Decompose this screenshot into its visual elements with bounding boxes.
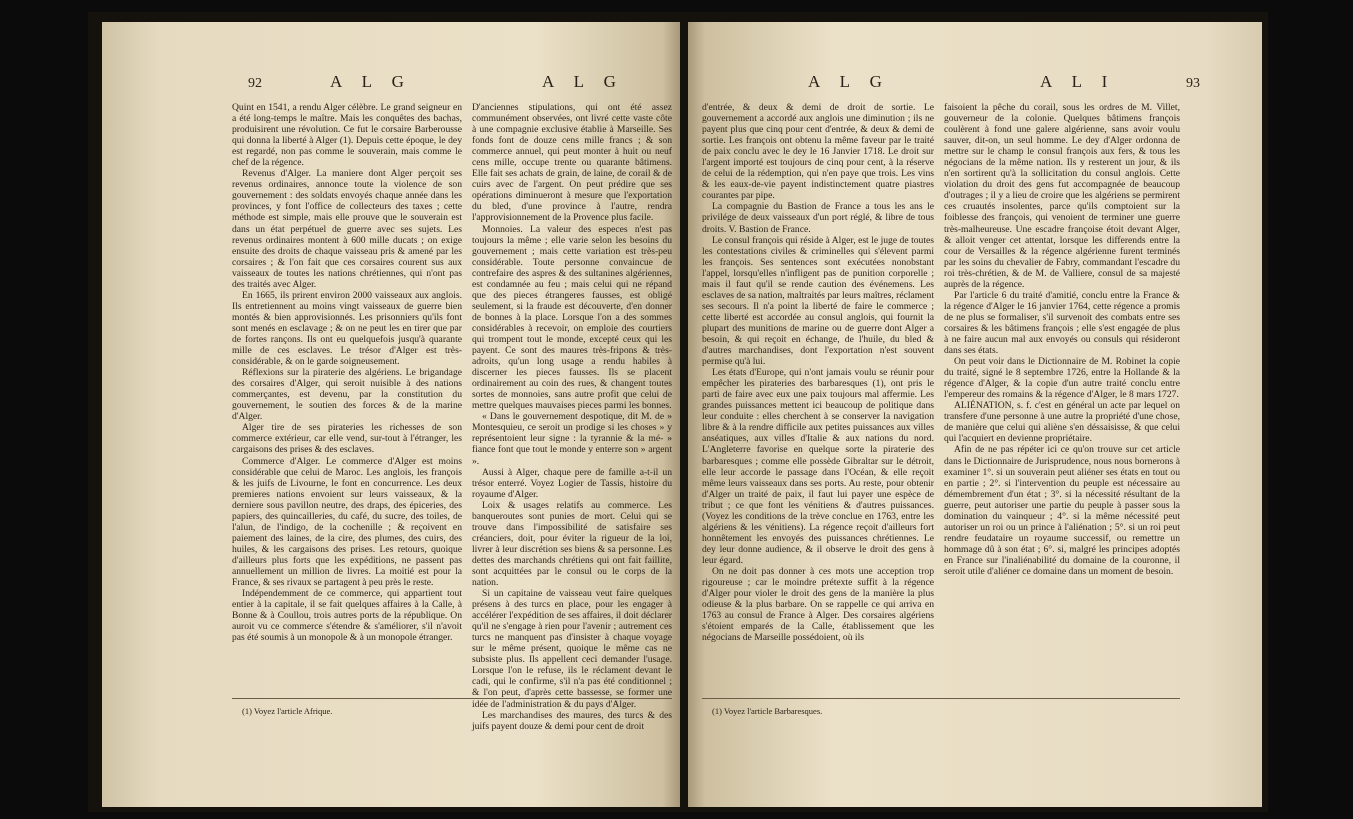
paragraph: Réflexions sur la piraterie des algériens. Le brigandage des corsaires d'Alger, qui seroit nuisible à des nations commerçantes, est devenu, par la constitution du gouvernement, le soutien des forces & de la marine d'Alger. xyxy=(232,367,462,423)
running-head-right-alg: A L G xyxy=(808,72,890,91)
paragraph: Monnoies. La valeur des especes n'est pas toujours la même ; elle varie selon les besoins du gouvernement ; mais cette variation est très-peu considérable. Toute personne convaincue de contrefaire des aspres & des sultanines algériennes, est condamnée au feu ; mais celui qui ne répand que des pieces étrangeres fausses, est obligé seulement, si la fraude est découverte, d'en donner de bonnes à la place. Lorsque l'on a des sommes considérables à recevoir, on emploie des courtiers qui trompent tout le monde, excepté ceux qui les payent. Ce sont des maures très-fripons & très-adroits, qu'un long usage a rendu habiles à discerner les pieces fausses. Ils se placent ordinairement au coin des rues, & changent toutes sortes de monnoies, sans autre profit que celui de mettre quelques mauvaises pieces parmi les bonnes. xyxy=(472,223,672,412)
paragraph: d'entrée, & deux & demi de droit de sortie. Le gouvernement a accordé aux anglois une diminution ; ils ne payent plus que cinq pour cent d'entrée, & deux & demi de sortie. Les françois ont obtenu la même faveur par le traité de paix conclu avec le dey le 16 Janvier 1718. Le droit sur l'argent importé est toujours de cinq pour cent, à la réserve de celui de la rédemption, qui n'en paye que trois. Les vins & les eaux-de-vie payent indistinctement quatre piastres courantes par pipe. xyxy=(702,102,934,202)
paragraph: Quint en 1541, a rendu Alger célèbre. Le grand seigneur en a été long-temps le maître. Mais les conquêtes des bachas, produisirent une révolution. Ce fut le corsaire Barberousse qui donna la liberté à Alger (1). Depuis cette époque, le dey est regardé, non pas comme le souverain, mais comme le chef de la régence. xyxy=(232,102,462,169)
paragraph: Aussi à Alger, chaque pere de famille a-t-il un trésor enterré. Voyez Logier de Tassis, histoire du royaume d'Alger. xyxy=(472,466,672,500)
paragraph: Indépendemment de ce commerce, qui appartient tout entier à la capitale, il se fait quelques affaires à la Calle, à Bonne & à Coullou, trois autres ports de la république. On auroit vu ce commerce s'étendre & s'améliorer, s'il n'avoit pas été soumis à un monopole & à un monopole étranger. xyxy=(232,588,462,644)
paragraph: « Dans le gouvernement despotique, dit M. de » Montesquieu, ce seroit un prodige si les choses » y représentoient leur signe : la tyrannie & la mé- » fiance font que tout le monde y enterre son » argent ». xyxy=(472,411,672,467)
left-page-column-2 xyxy=(472,102,672,732)
footnote-right: (1) Voyez l'article Barbaresques. xyxy=(712,706,823,716)
footnote-left: (1) Voyez l'article Afrique. xyxy=(242,706,333,716)
left-page-column-1 xyxy=(232,102,462,698)
right-page xyxy=(688,22,1262,807)
right-page-column-1 xyxy=(702,102,934,698)
paragraph: Loix & usages relatifs au commerce. Les banqueroutes sont punies de mort. Celui qui se trouve dans l'impossibilité de satisfaire ses créanciers, doit, pour éviter la rigueur de la loi, livrer à leur discrétion ses biens & sa personne. Les dettes des marchands chrétiens qui ont fait faillite, sont acquittées par le consul ou le corps de la nation. xyxy=(472,499,672,589)
paragraph: Afin de ne pas répéter ici ce qu'on trouve sur cet article dans le Dictionnaire de Jurisprudence, nous nous bornerons à examiner 1°. si un souverain peut aliéner ses états en tout ou en partie ; 2°. si l'intervention du peuple est nécessaire au démembrement d'un état ; 3°. si la nécessité résultant de la guerre, peut autoriser une partie du peuple à passer sous la domination du vainqueur ; 4°. si la même nécessité peut autoriser un roi ou un prince à l'aliénation ; 5°. si un roi peut rendre feudataire un royaume successif, ou remettre un hommage dû à son état ; 6°. si, malgré les principes adoptés en France sur l'inaliénabilité du domaine de la couronne, il seroit utile d'aliéner ce domaine dans un moment de besoin. xyxy=(944,444,1180,577)
right-page-header xyxy=(688,72,1262,98)
paragraph: Revenus d'Alger. La maniere dont Alger perçoit ses revenus ordinaires, annonce toute la violence de son gouvernement : des soldats envoyés chaque année dans les provinces, y font l'office de collecteurs des taxes ; cette méthode est simple, mais elle prouve que le souverain est dans un état perpétuel de guerre avec ses sujets. Les revenus ordinaires montent à 600 mille ducats ; on exige ensuite des droits de chaque vaisseau pris & amené par les corsaires ; & l'on fait que ces corsaires courent sus aux vaisseaux de toutes les nations chrétiennes, qui n'ont pas des traités avec Alger. xyxy=(232,168,462,290)
paragraph: Les états d'Europe, qui n'ont jamais voulu se réunir pour empêcher les pirateries des barbaresques (1), ont pris le parti de faire avec eux une paix toujours mal affermie. Les grandes puissances mettent ici beaucoup de politique dans leur conduite : elles cherchent à se conserver la navigation libre & à la rendre difficile aux petites puissances aux villes anséatiques, aux villes d'Italie & aux nations du nord. L'Angleterre favorise en quelque sorte la piraterie des barbaresques ; comme elle possède Gibraltar sur le détroit, elle leur accorde le passage dans l'Océan, & elle reçoit même leurs vaisseaux dans ses ports. Au reste, pour obtenir d'Alger un traité de paix, il faut lui payer une espèce de tribut ; ce que font les vénitiens & d'autres puissances. (Voyez les conditions de la trève conclue en 1763, entre les algériens & les vénitiens). La régence reçoit d'ailleurs fort honnêtement les envoyés des puissances chrétiennes. Le dey leur donne audience, & il observe le droit des gens à leur égard. xyxy=(702,367,934,566)
paragraph: ALIÉNATION, s. f. c'est en général un acte par lequel on transfere d'une personne à une autre la propriété d'une chose, de manière que celui qui aliène s'en déssaisisse, & que celui qui l'acquiert en devienne propriétaire. xyxy=(944,400,1180,445)
paragraph: D'anciennes stipulations, qui ont été assez communément observées, ont livré cette vaste côte à une compagnie exclusive établie à Marseille. Ses fonds font de douze cens mille francs ; & son commerce annuel, qui peut monter à huit ou neuf cens mille, occupe trente ou quarante bâtimens. Elle fait ses achats de grain, de laine, de corail & de cuirs avec de l'argent. On peut prédire que ses opérations diminueront à mesure que l'exportation du bled, d'une province à l'autre, rendra l'approvisionnement de la Provence plus facile. xyxy=(472,102,672,224)
paragraph: On peut voir dans le Dictionnaire de M. Robinet la copie du traité, signé le 8 septembre 1726, entre la Hollande & la régence d'Alger, & la copie d'un autre traité conclu entre l'empereur des romains & la régence d'Alger, le 8 mars 1727. xyxy=(944,356,1180,401)
paragraph: Le consul françois qui réside à Alger, est le juge de toutes les contestations civiles & criminelles qui s'élevent parmi les françois. Ses sentences sont exécutées nonobstant l'appel, lorsqu'elles n'infligent pas de punition corporelle ; mais il faut qu'il se rende caution des événemens. Les esclaves de sa nation, maltraités par leurs maîtres, réclament ses secours. Il n'a point la liberté de faire le commerce ; cette liberté est accordée au consul anglois, qui fournit la plupart des munitions de marine ou de guerre dont Alger a besoin, & qui reçoit en échange, de l'huile, du bled & d'autres marchandises, dont l'exportation n'est souvent permise qu'à lui. xyxy=(702,234,934,368)
paragraph: La compagnie du Bastion de France a tous les ans le privilége de deux vaisseaux d'un port réglé, & libre de tous droits. V. Bastion de France. xyxy=(702,201,934,235)
running-head-right-ali: A L I xyxy=(1040,72,1116,91)
right-page-column-2 xyxy=(944,102,1180,698)
left-page xyxy=(102,22,680,807)
paragraph: On ne doit pas donner à ces mots une acception trop rigoureuse ; car le moindre prétexte suffit à la régence d'Alger pour violer le droit des gens de la manière la plus odieuse & la plus barbare. On se rappelle ce qui arriva en 1763 au consul de France à Alger. Des corsaires algériens s'étoient emparés de la Calle, établissement que les négocians de Marseille possédoient, où ils xyxy=(702,565,934,644)
running-head-left: A L G xyxy=(330,72,412,91)
paragraph: Si un capitaine de vaisseau veut faire quelques présens à des turcs en place, pour les engager à accélérer l'expédition de ses affaires, il doit déclarer qu'il ne s'engage à rien pour l'avenir ; autrement ces turcs ne manquent pas d'insister à chaque voyage sur le même présent, quoique le même cas ne subsiste plus. Ils appellent ceci demander l'usage. Lorsque l'on le refuse, ils le réclament devant le cadi, qui le confirme, s'il n'a pas été conditionnel ; & l'on peut, d'après cette bassesse, se former une idée de l'administration & du pays d'Alger. xyxy=(472,588,672,710)
paragraph: En 1665, ils prirent environ 2000 vaisseaux aux anglois. Ils entretiennent au moins vingt vaisseaux de guerre bien montés & bien approvisionnés. Les prisonniers qu'ils font sont menés en esclavage ; & on ne peut les en tirer que par de fortes rançons. Ils ont eu quelquefois jusqu'à quarante mille de ces esclaves. Le trésor d'Alger est très-considérable, & on le garde soigneusement. xyxy=(232,289,462,368)
left-page-header xyxy=(102,72,680,98)
page-number-left: 92 xyxy=(248,76,262,91)
paragraph: Les marchandises des maures, des turcs & des juifs payent douze & demi pour cent de droit xyxy=(472,709,672,732)
footnote-rule-left xyxy=(232,698,672,699)
running-head-left-repeat: A L G xyxy=(542,72,624,91)
footnote-rule-right xyxy=(702,698,1180,699)
paragraph: Commerce d'Alger. Le commerce d'Alger est moins considérable que celui de Maroc. Les anglois, les françois & les juifs de Livourne, le font en concurrence. Les deux premieres nations envoient sur leurs vaisseaux, & la derniere sous pavillon neutre, des draps, des épiceries, des papiers, des quincailleries, du café, du sucre, des toiles, de l'alun, de l'indigo, de la cochenille ; & reçoivent en paiement des laines, de la cire, des plumes, des cuirs, des huiles, & les cargaisons des prises. Les retours, quoique d'ailleurs plus forts que les expéditions, ne passent pas annuellement un million de livres. La moitié est pour la France, & ses rivaux se partagent à peu près le reste. xyxy=(232,455,462,589)
paragraph: Alger tire de ses pirateries les richesses de son commerce extérieur, car elle vend, sur-tout à l'étranger, les cargaisons des prises & des esclaves. xyxy=(232,422,462,456)
paragraph: Par l'article 6 du traité d'amitié, conclu entre la France & la régence d'Alger le 16 janvier 1764, cette régence a promis de ne plus se formaliser, s'il survenoit des combats entre ses corsaires & les bâtimens françois ; elle s'est engagée de plus à ne faire aucun mal aux envoyés ou consuls qui résideront dans ses états. xyxy=(944,289,1180,357)
open-book xyxy=(88,12,1268,812)
paragraph: faisoient la pêche du corail, sous les ordres de M. Villet, gouverneur de la colonie. Quelques bâtimens françois coulèrent à fond une galere algérienne, sans avoir voulu sauver, dit-on, un seul homme. Le dey d'Alger ordonna de mettre sur le champ le consul françois aux fers, & tous les négocians de la même nation. Ils y resterent un jour, & ils n'en sortirent qu'à la sollicitation du consul anglois. Cette violation du droit des gens fut accompagnée de beaucoup d'outrages ; il y a lieu de croire que les algériens se permirent ces cruautés insolentes, parce qu'ils comptoient sur la foiblesse des françois, qui venoient de terminer une guerre très-malheureuse. Une escadre françoise étoit devant Alger, & alloit venger cet attentat, lorsque les differends entre la cour de Versailles & la régence algérienne furent terminés par les soins du chevalier de Fabry, commandant l'escadre du roi très-chrétien, & de M. de Valliere, consul de sa majesté auprès de la régence. xyxy=(944,102,1180,290)
page-number-right: 93 xyxy=(1186,76,1200,91)
